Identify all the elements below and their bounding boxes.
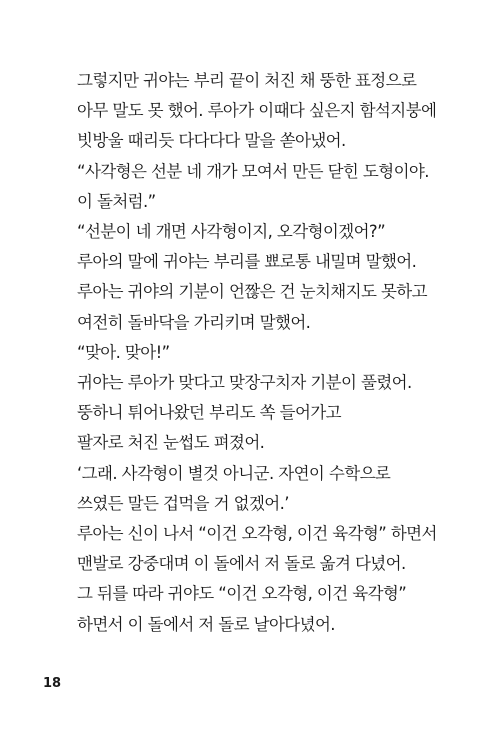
text-line: 쓰였든 말든 겁먹을 거 없겠어.’ [77,493,289,513]
text-line: 귀야는 루아가 맞다고 맞장구치자 기분이 풀렸어. [77,373,412,393]
text-line: 뚱하니 튀어나왔던 부리도 쏙 들어가고 [77,403,342,423]
text-line: 팔자로 처진 눈썹도 펴졌어. [77,433,265,453]
text-line: 그렇지만 귀야는 부리 끝이 처진 채 뚱한 표정으로 [77,71,417,90]
text-line: “선분이 네 개면 사각형이지, 오각형이겠어?” [77,222,386,242]
text-line: ‘그래. 사각형이 별것 아니군. 자연이 수학으로 [77,463,391,483]
text-line: 루아는 귀야의 기분이 언짢은 건 눈치채지도 못하고 [77,282,427,302]
page-number: 18 [43,676,62,691]
text-line: 루아의 말에 귀야는 부리를 뾰로통 내밀며 말했어. [77,252,417,272]
text-line: 아무 말도 못 했어. 루아가 이때다 싶은지 함석지붕에 [77,101,437,121]
text-line: 맨발로 강중대며 이 돌에서 저 돌로 옮겨 다녔어. [77,554,406,574]
text-line: 그 뒤를 따라 귀야도 “이건 오각형, 이건 육각형” [77,584,407,604]
text-line: 루아는 신이 나서 “이건 오각형, 이건 육각형” 하면서 [77,524,437,544]
text-line: 이 돌처럼.” [77,191,156,211]
text-line: “사각형은 선분 네 개가 모여서 만든 닫힌 도형이야. [77,161,429,181]
text-line: “맞아. 맞아!” [77,342,170,362]
text-line: 하면서 이 돌에서 저 돌로 날아다녔어. [77,614,335,634]
text-line: 빗방울 때리듯 다다다다 말을 쏟아냈어. [77,131,346,151]
text-line: 여전히 돌바닥을 가리키며 말했어. [77,312,311,332]
body-text [77,66,472,640]
